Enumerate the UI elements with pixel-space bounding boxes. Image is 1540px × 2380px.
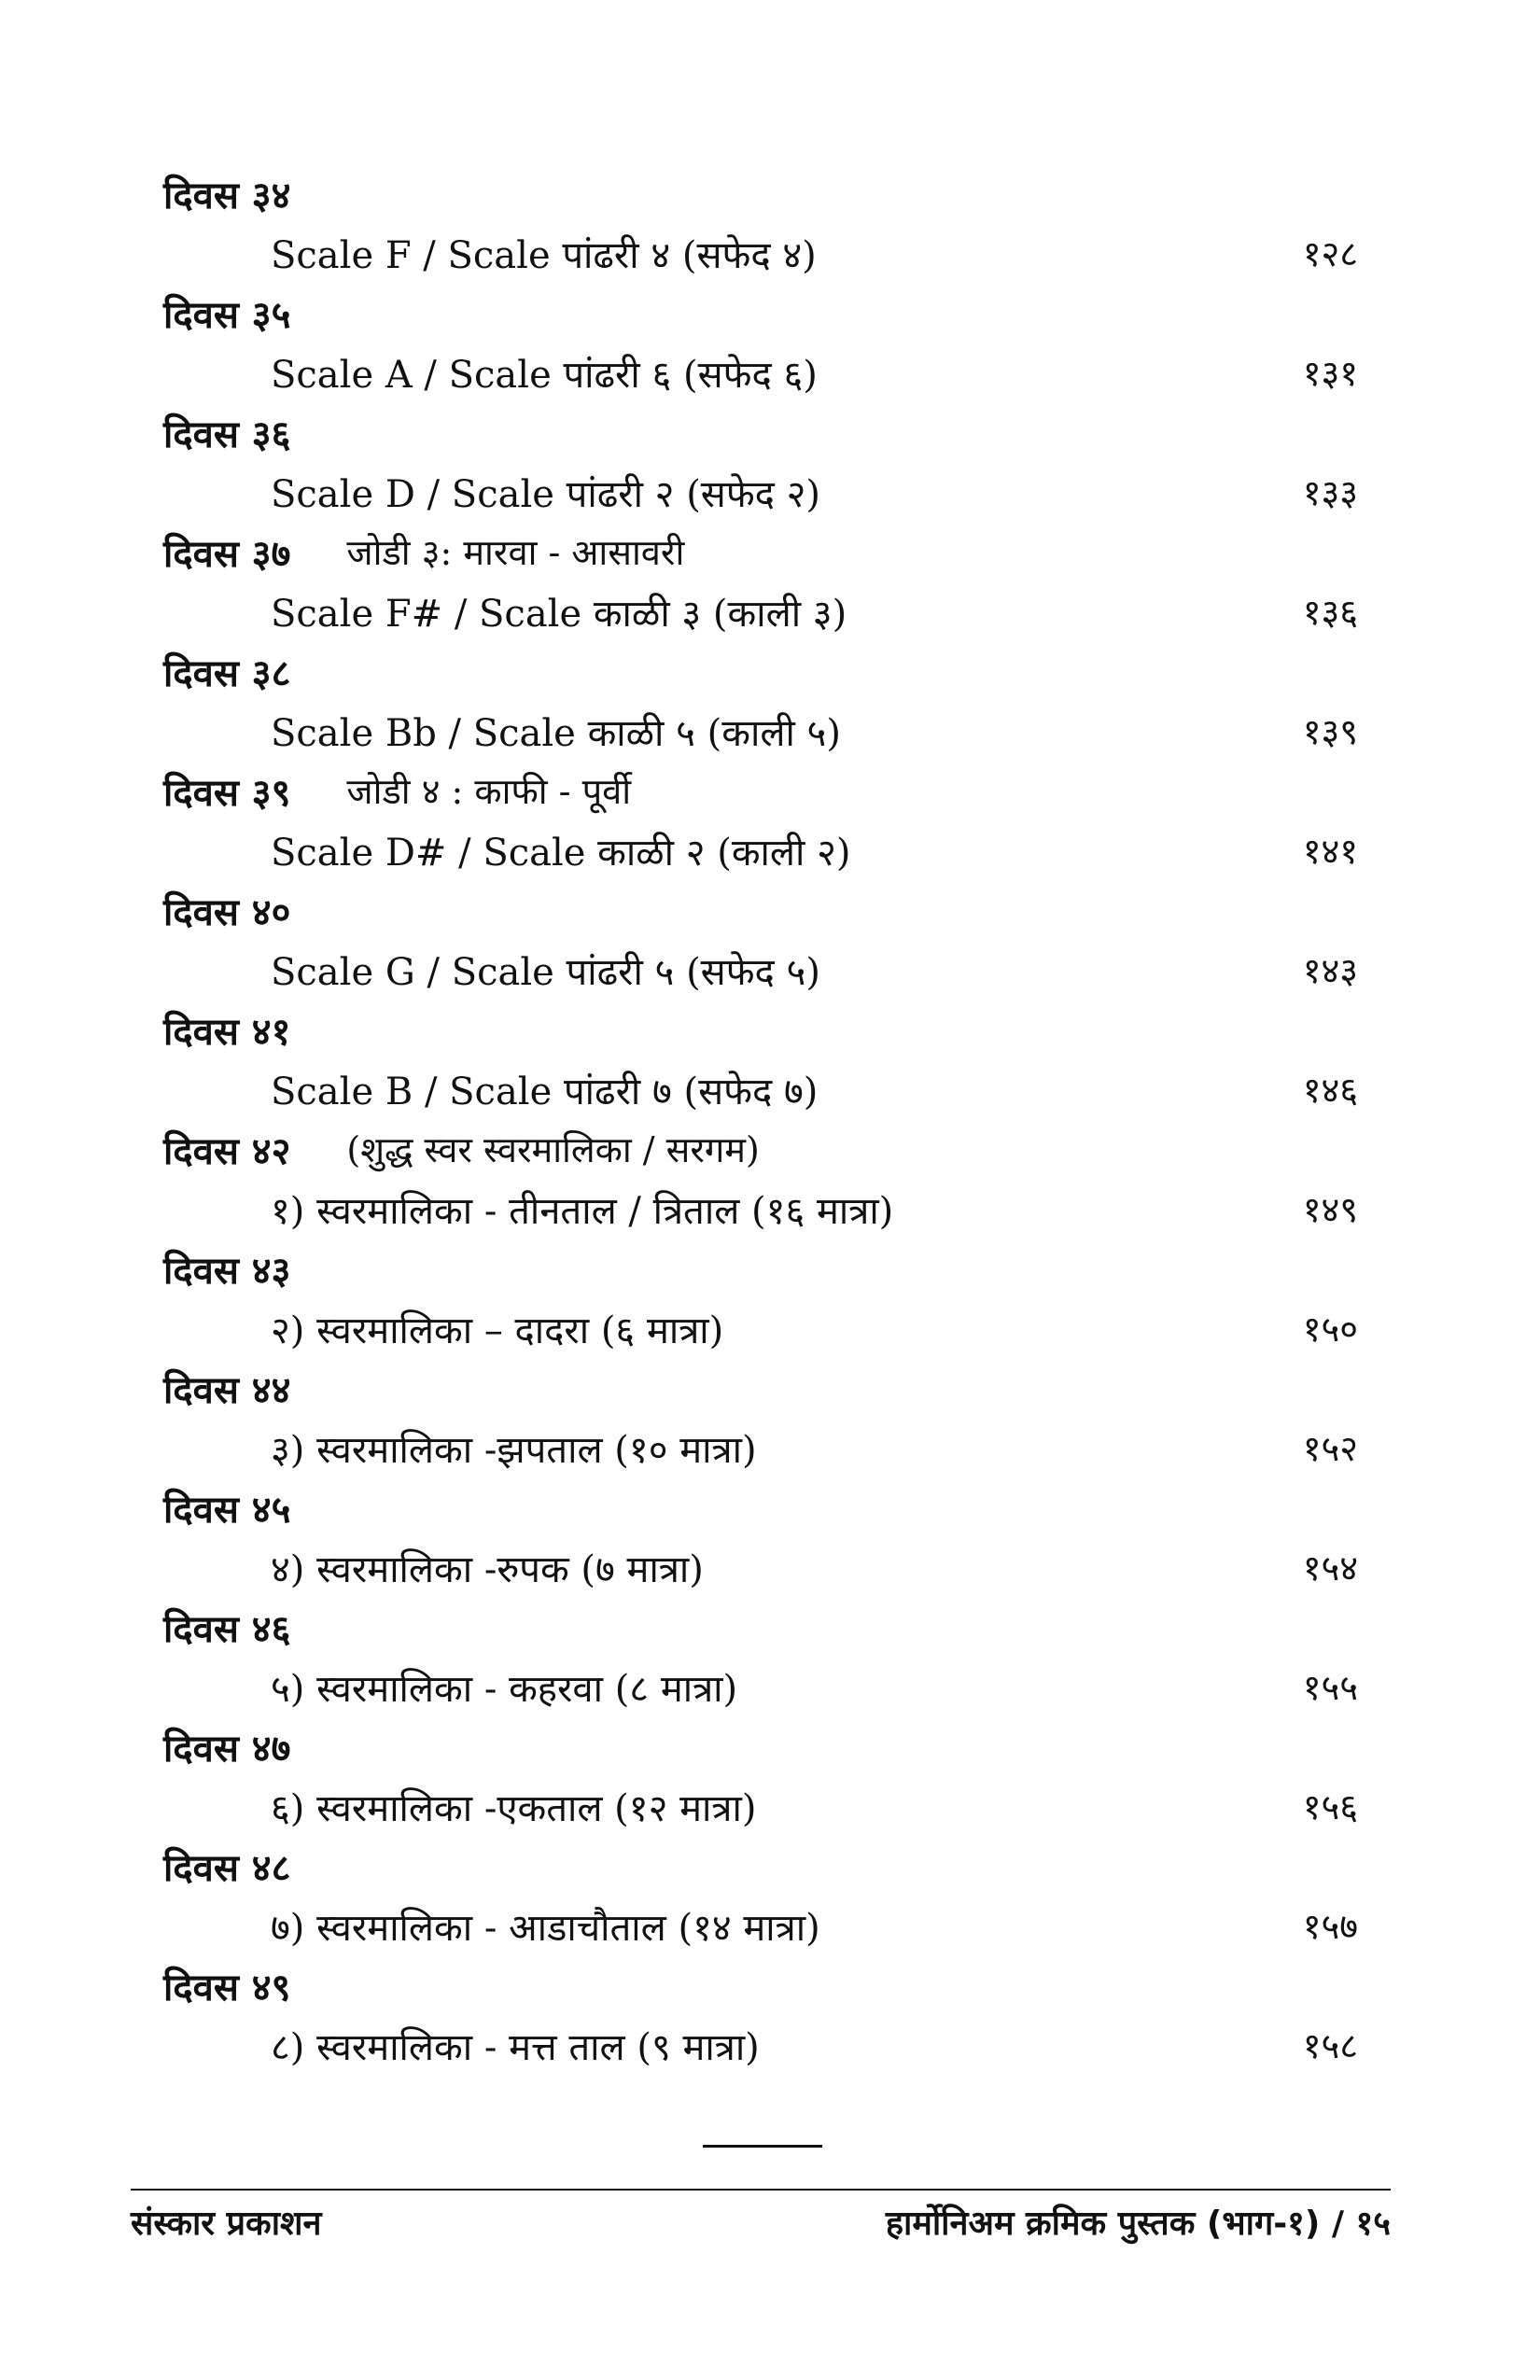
day-heading [163,402,1377,462]
toc-day-group [163,1000,1377,1119]
page-footer [131,2198,1391,2245]
entry-title: ६) स्वरमालिका -एकताल (१२ मात्रा) [271,1786,757,1830]
toc-day-group [163,1836,1377,1955]
day-note: जोडी ३: मारवा - आसावरी [346,532,685,573]
entry-title: Scale F# / Scale काळी ३ (काली ३) [271,592,847,636]
entry-page-number: १५२ [1302,1428,1358,1469]
day-heading [163,283,1377,343]
entry-page-number: १३१ [1302,353,1358,394]
day-label: दिवस ३८ [163,651,291,695]
entry-page-number: १४९ [1302,1189,1358,1230]
toc-entry[interactable] [163,462,1377,522]
entry-title: ८) स्वरमालिका - मत्त ताल (९ मात्रा) [271,2025,760,2069]
entry-title: २) स्वरमालिका – दादरा (६ मात्रा) [271,1309,724,1352]
entry-page-number: १५४ [1302,1547,1358,1589]
day-heading [163,641,1377,701]
toc-day-group [163,1716,1377,1836]
toc-day-group [163,1239,1377,1358]
entry-page-number: १५८ [1302,2025,1358,2066]
day-heading [163,1358,1377,1418]
entry-title: ३) स्वरमालिका -झपताल (१० मात्रा) [271,1428,757,1472]
entry-title: Scale D# / Scale काळी २ (काली २) [271,831,851,875]
day-label: दिवस ४२ [163,1129,291,1173]
day-label: दिवस ३४ [163,174,291,217]
entry-title: Scale G / Scale पांढरी ५ (सफेद ५) [271,950,820,994]
entry-title: ५) स्वरमालिका - कहरवा (८ मात्रा) [271,1667,738,1711]
day-label: दिवस ४६ [163,1607,291,1651]
toc-entry[interactable] [163,1537,1377,1597]
entry-title: Scale Bb / Scale काळी ५ (काली ५) [271,711,841,755]
day-heading [163,1955,1377,2015]
day-heading [163,1477,1377,1537]
day-heading [163,880,1377,940]
day-heading [163,522,1377,581]
day-label: दिवस ४४ [163,1368,291,1412]
entry-page-number: १५५ [1302,1667,1358,1708]
toc-entry[interactable] [163,1298,1377,1358]
entry-page-number: १३९ [1302,711,1358,752]
day-heading [163,761,1377,820]
day-note: (शुद्ध स्वर स्वरमालिका / सरगम) [346,1129,760,1170]
entry-page-number: १५० [1302,1309,1358,1350]
entry-page-number: १२८ [1302,233,1358,274]
day-label: दिवस ४१ [163,1010,291,1054]
day-heading [163,1597,1377,1657]
entry-title: ७) स्वरमालिका - आडाचौताल (१४ मात्रा) [271,1906,820,1950]
toc-entry[interactable] [163,940,1377,1000]
day-heading [163,1836,1377,1896]
footer-divider [131,2189,1391,2191]
section-end-rule [703,2145,822,2148]
day-heading [163,1239,1377,1298]
day-heading [163,1119,1377,1179]
toc-entry[interactable] [163,1059,1377,1119]
day-label: दिवस ४३ [163,1249,291,1293]
footer-book-title-page: हार्मोनिअम क्रमिक पुस्तक (भाग-१) / १५ [885,2204,1391,2243]
day-heading [163,163,1377,223]
day-label: दिवस ४९ [163,1966,291,2009]
toc-entry[interactable] [163,701,1377,761]
entry-title: Scale B / Scale पांढरी ७ (सफेद ७) [271,1070,819,1113]
day-heading [163,1000,1377,1059]
toc-entry[interactable] [163,1776,1377,1836]
toc-entry[interactable] [163,2015,1377,2075]
day-label: दिवस ४८ [163,1846,291,1890]
toc-entry[interactable] [163,223,1377,283]
entry-page-number: १३३ [1302,472,1358,513]
day-heading [163,1716,1377,1776]
entry-page-number: १५७ [1302,1906,1358,1947]
entry-page-number: १४६ [1302,1070,1358,1111]
day-label: दिवस ४५ [163,1488,291,1532]
day-note: जोडी ४ : काफी - पूर्वी [346,771,632,812]
entry-title: ४) स्वरमालिका -रुपक (७ मात्रा) [271,1547,704,1591]
toc-day-group [163,1119,1377,1239]
entry-title: १) स्वरमालिका - तीनताल / त्रिताल (१६ मात्रा) [271,1189,894,1233]
entry-page-number: १४३ [1302,950,1358,991]
day-label: दिवस ३७ [163,532,291,576]
toc-day-group [163,880,1377,1000]
toc-day-group [163,761,1377,880]
entry-page-number: १४१ [1302,831,1358,872]
table-of-contents [163,163,1377,2075]
toc-day-group [163,283,1377,402]
toc-day-group [163,1358,1377,1477]
toc-entry[interactable] [163,1896,1377,1955]
toc-day-group [163,1955,1377,2075]
day-label: दिवस ३५ [163,293,291,337]
toc-entry[interactable] [163,1657,1377,1716]
day-label: दिवस ४७ [163,1727,291,1771]
toc-entry[interactable] [163,343,1377,402]
toc-day-group [163,163,1377,283]
entry-title: Scale F / Scale पांढरी ४ (सफेद ४) [271,233,817,277]
toc-day-group [163,1597,1377,1716]
entry-page-number: १५६ [1302,1786,1358,1827]
toc-entry[interactable] [163,1179,1377,1239]
toc-day-group [163,522,1377,641]
day-label: दिवस ३६ [163,413,291,456]
toc-entry[interactable] [163,1418,1377,1477]
day-label: दिवस ३९ [163,771,291,815]
toc-day-group [163,1477,1377,1597]
footer-publisher: संस्कार प्रकाशन [131,2204,322,2243]
entry-title: Scale A / Scale पांढरी ६ (सफेद ६) [271,353,818,397]
entry-title: Scale D / Scale पांढरी २ (सफेद २) [271,472,821,516]
toc-entry[interactable] [163,581,1377,641]
entry-page-number: १३६ [1302,592,1358,633]
toc-day-group [163,641,1377,761]
day-label: दिवस ४० [163,890,291,934]
toc-day-group [163,402,1377,522]
toc-entry[interactable] [163,820,1377,880]
